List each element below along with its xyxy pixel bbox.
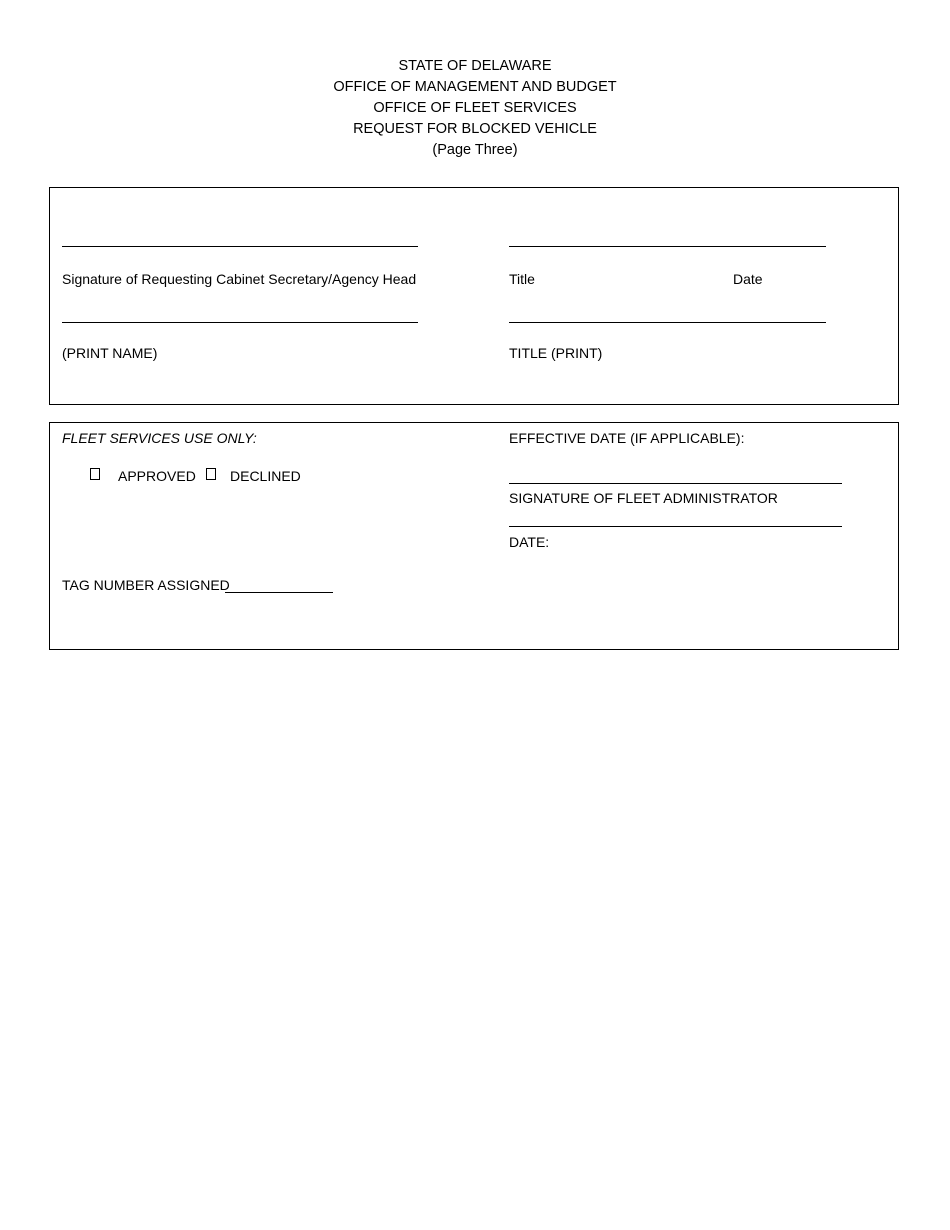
- requester-signature-label: Signature of Requesting Cabinet Secretary/Agency Head: [62, 271, 417, 287]
- declined-checkbox[interactable]: [206, 468, 216, 480]
- header-state: STATE OF DELAWARE: [398, 58, 552, 74]
- fleet-services-section: [49, 422, 899, 650]
- header-office-fleet-services: OFFICE OF FLEET SERVICES: [373, 100, 577, 116]
- signature-section: [49, 187, 899, 405]
- print-name-label: (PRINT NAME): [62, 345, 158, 361]
- fleet-date-label: DATE:: [509, 534, 550, 550]
- header-page-number: (Page Three): [432, 142, 518, 158]
- requester-title-print-field[interactable]: [509, 322, 826, 323]
- tag-number-field[interactable]: [225, 592, 333, 593]
- header-office-management-budget: OFFICE OF MANAGEMENT AND BUDGET: [333, 79, 617, 95]
- fleet-services-heading: FLEET SERVICES USE ONLY:: [62, 430, 257, 446]
- requester-print-name-field[interactable]: [62, 322, 418, 323]
- title-print-label: TITLE (PRINT): [509, 345, 603, 361]
- approved-checkbox[interactable]: [90, 468, 100, 480]
- approved-label: APPROVED: [118, 468, 196, 484]
- fleet-admin-signature-label: SIGNATURE OF FLEET ADMINISTRATOR: [509, 490, 778, 506]
- effective-date-label: EFFECTIVE DATE (IF APPLICABLE):: [509, 430, 745, 446]
- fleet-admin-signature-field[interactable]: [509, 526, 842, 527]
- declined-label: DECLINED: [230, 468, 301, 484]
- form-header: [0, 56, 950, 161]
- requester-signature-field[interactable]: [62, 246, 418, 247]
- requester-title-label: Title: [509, 271, 535, 287]
- header-form-title: REQUEST FOR BLOCKED VEHICLE: [353, 121, 597, 137]
- requester-date-label: Date: [733, 271, 763, 287]
- effective-date-field[interactable]: [509, 483, 842, 484]
- tag-number-label: TAG NUMBER ASSIGNED: [62, 577, 230, 593]
- requester-title-date-field[interactable]: [509, 246, 826, 247]
